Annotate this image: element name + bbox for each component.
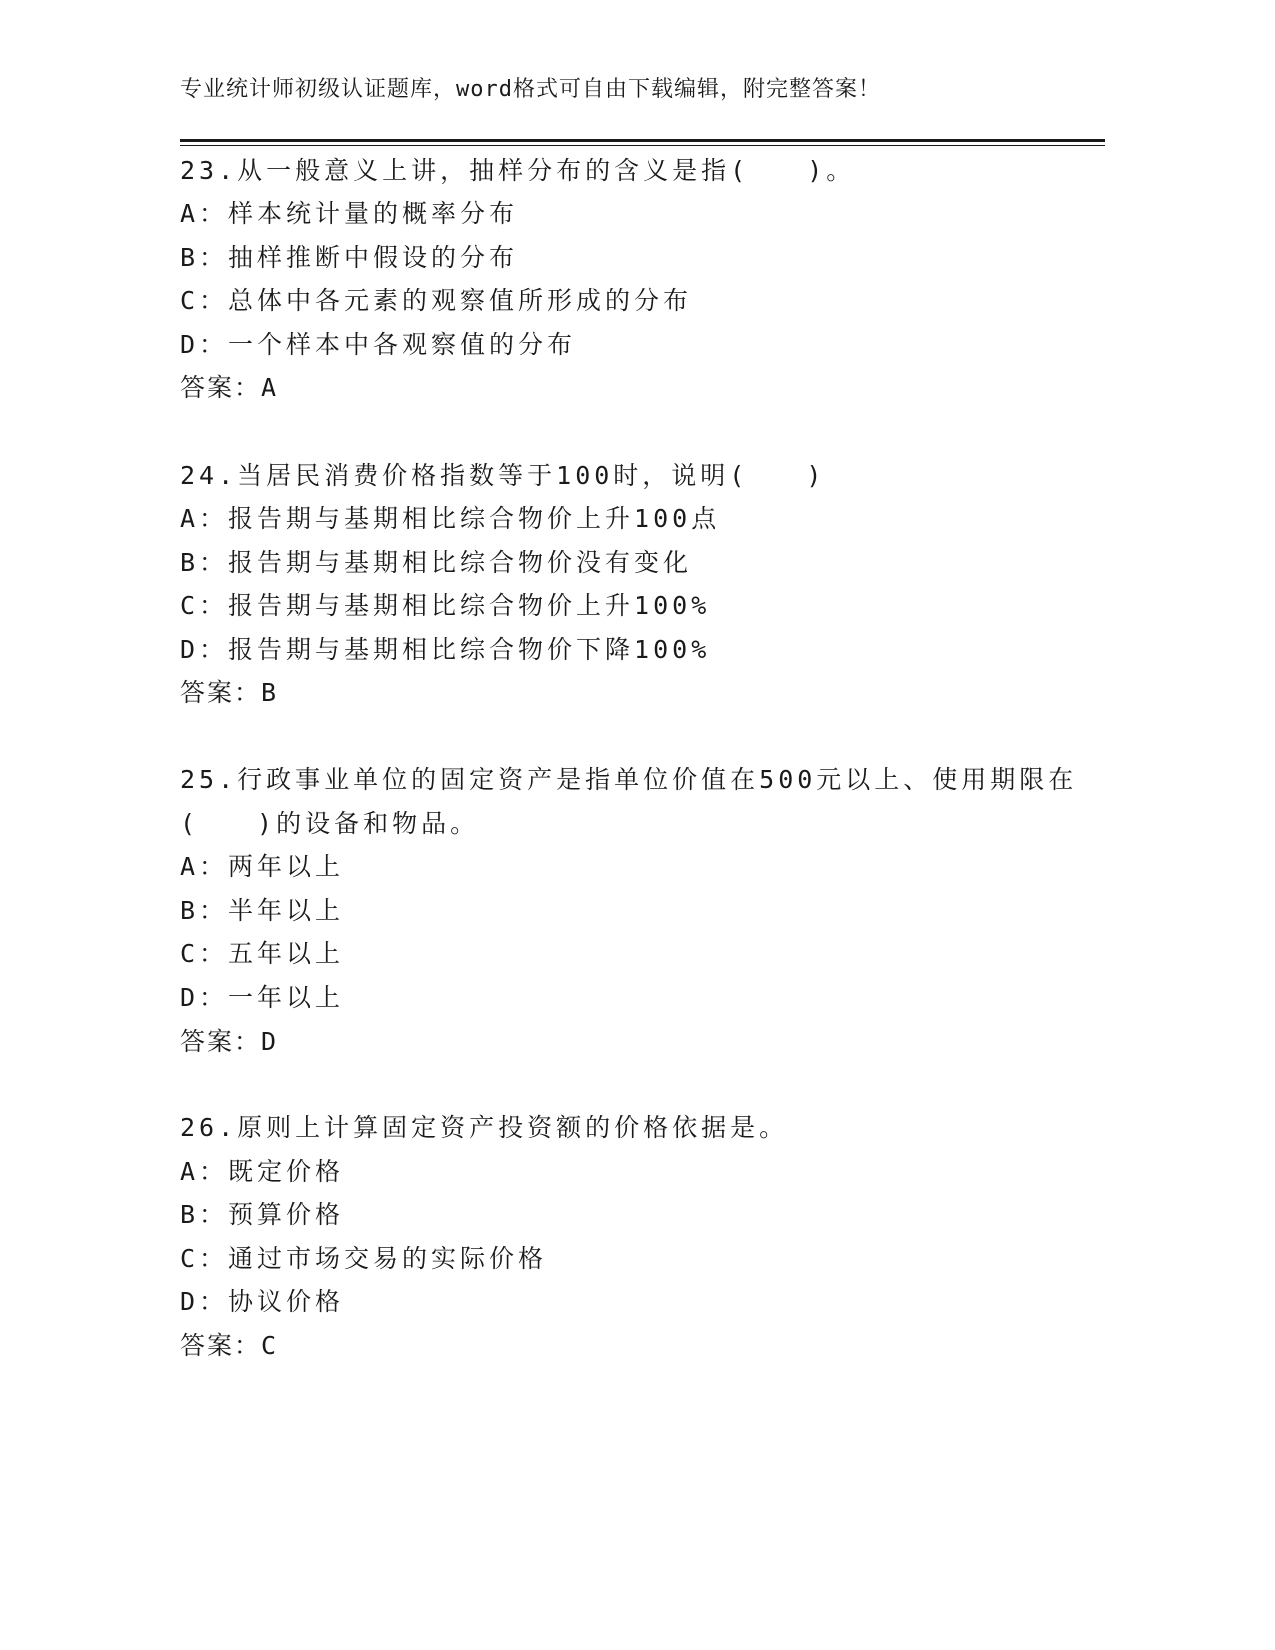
question-25-stem-line-2: ( )的设备和物品。 bbox=[180, 809, 480, 838]
question-24-option-a: A：报告期与基期相比综合物价上升100点 bbox=[180, 504, 721, 533]
page-header: 专业统计师初级认证题库，word格式可自由下载编辑，附完整答案！ bbox=[180, 77, 881, 102]
answer-value: A bbox=[261, 373, 279, 402]
header-rule-thin bbox=[180, 145, 1105, 146]
answer-value: D bbox=[261, 1027, 279, 1056]
answer-value: C bbox=[261, 1331, 279, 1360]
question-26-option-c: C：通过市场交易的实际价格 bbox=[180, 1244, 548, 1273]
question-26-option-b: B：预算价格 bbox=[180, 1200, 345, 1229]
question-23-answer bbox=[180, 372, 278, 404]
question-23-stem: 23.从一般意义上讲，抽样分布的含义是指( )。 bbox=[180, 156, 856, 185]
question-24-option-d: D：报告期与基期相比综合物价下降100% bbox=[180, 635, 711, 664]
question-26-option-d: D：协议价格 bbox=[180, 1287, 345, 1316]
answer-value: B bbox=[261, 678, 279, 707]
answer-label: 答案： bbox=[180, 373, 262, 402]
question-25-option-d: D：一年以上 bbox=[180, 983, 345, 1012]
question-23-option-b: B：抽样推断中假设的分布 bbox=[180, 243, 519, 272]
question-25-answer bbox=[180, 1026, 278, 1058]
question-24-answer bbox=[180, 677, 278, 709]
question-25-option-b: B：半年以上 bbox=[180, 896, 345, 925]
answer-label: 答案： bbox=[180, 1027, 262, 1056]
header-rule-thick bbox=[180, 139, 1105, 142]
question-24-option-c: C：报告期与基期相比综合物价上升100% bbox=[180, 591, 711, 620]
question-25-stem-line-1: 25.行政事业单位的固定资产是指单位价值在500元以上、使用期限在 bbox=[180, 765, 1078, 794]
question-23-option-d: D：一个样本中各观察值的分布 bbox=[180, 330, 577, 359]
answer-label: 答案： bbox=[180, 678, 262, 707]
question-24-stem: 24.当居民消费价格指数等于100时，说明( ) bbox=[180, 461, 826, 490]
question-23-option-a: A：样本统计量的概率分布 bbox=[180, 199, 519, 228]
question-24-option-b: B：报告期与基期相比综合物价没有变化 bbox=[180, 548, 693, 577]
answer-label: 答案： bbox=[180, 1331, 262, 1360]
question-26-stem: 26.原则上计算固定资产投资额的价格依据是。 bbox=[180, 1113, 789, 1142]
question-25-option-c: C：五年以上 bbox=[180, 939, 345, 968]
question-25-option-a: A：两年以上 bbox=[180, 852, 345, 881]
question-23-option-c: C：总体中各元素的观察值所形成的分布 bbox=[180, 286, 693, 315]
question-26-option-a: A：既定价格 bbox=[180, 1157, 345, 1186]
question-26-answer bbox=[180, 1330, 278, 1362]
